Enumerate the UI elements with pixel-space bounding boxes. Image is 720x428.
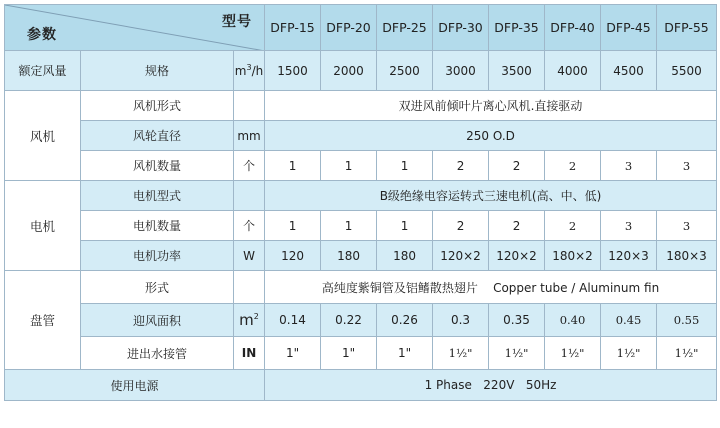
coil-pipe-value: 1½" [657, 337, 717, 370]
coil-area-unit: $m^2$ [234, 304, 265, 337]
airflow-value: 4500 [601, 51, 657, 91]
motor-count-value: 3 [601, 211, 657, 241]
airflow-value: 3500 [489, 51, 545, 91]
motor-power-value: 120 [265, 241, 321, 271]
airflow-label: 规格 [81, 51, 234, 91]
fan-count-value: 2 [545, 151, 601, 181]
airflow-value: 2500 [377, 51, 433, 91]
fan-type-row [5, 91, 717, 121]
fan-count-value: 1 [321, 151, 377, 181]
fan-type-unit [234, 91, 265, 121]
motor-power-value: 120×2 [489, 241, 545, 271]
header-param-label: 参数 [27, 27, 57, 43]
coil-form-unit [234, 271, 265, 304]
airflow-value: 3000 [433, 51, 489, 91]
motor-count-value: 1 [377, 211, 433, 241]
fan-count-label: 风机数量 [81, 151, 234, 181]
fan-section-label: 风机 [5, 91, 81, 181]
coil-area-value: 0.3 [433, 304, 489, 337]
header-diagonal-cell [5, 5, 265, 51]
model-header: DFP-55 [657, 5, 717, 51]
airflow-value: 5500 [657, 51, 717, 91]
coil-section-label: 盘管 [5, 271, 81, 370]
coil-pipe-value: 1½" [489, 337, 545, 370]
power-label: 使用电源 [5, 370, 265, 401]
motor-power-value: 120×3 [601, 241, 657, 271]
coil-pipe-row [5, 337, 717, 370]
airflow-row [5, 51, 717, 91]
coil-area-value: 0.35 [489, 304, 545, 337]
motor-count-value: 2 [433, 211, 489, 241]
motor-power-label: 电机功率 [81, 241, 234, 271]
coil-pipe-label: 进出水接管 [81, 337, 234, 370]
fan-type-value: 双进风前倾叶片离心风机.直接驱动 [265, 91, 717, 121]
fan-count-value: 1 [377, 151, 433, 181]
airflow-value: 4000 [545, 51, 601, 91]
motor-count-value: 3 [657, 211, 717, 241]
fan-count-value: 2 [433, 151, 489, 181]
fan-diameter-row [5, 121, 717, 151]
coil-area-value: 0.22 [321, 304, 377, 337]
coil-form-label: 形式 [81, 271, 234, 304]
coil-area-value: 0.45 [601, 304, 657, 337]
fan-count-value: 2 [489, 151, 545, 181]
fan-diameter-unit: mm [234, 121, 265, 151]
coil-pipe-value: 1" [377, 337, 433, 370]
motor-count-row [5, 211, 717, 241]
motor-type-value: B级绝缘电容运转式三速电机(高、中、低) [265, 181, 717, 211]
fan-count-value: 3 [657, 151, 717, 181]
motor-type-row [5, 181, 717, 211]
fan-count-value: 1 [265, 151, 321, 181]
airflow-unit: $m^3/h$ [234, 51, 265, 91]
motor-type-label: 电机型式 [81, 181, 234, 211]
model-header: DFP-45 [601, 5, 657, 51]
coil-area-value: 0.26 [377, 304, 433, 337]
motor-power-value: 180 [321, 241, 377, 271]
power-row [5, 370, 717, 401]
coil-pipe-value: 1" [321, 337, 377, 370]
fan-type-label: 风机形式 [81, 91, 234, 121]
motor-power-value: 180 [377, 241, 433, 271]
model-header: DFP-20 [321, 5, 377, 51]
fan-count-unit: 个 [234, 151, 265, 181]
airflow-value: 1500 [265, 51, 321, 91]
coil-area-value: 0.40 [545, 304, 601, 337]
fan-diameter-value: 250 O.D [265, 121, 717, 151]
motor-power-value: 120×2 [433, 241, 489, 271]
motor-count-value: 1 [265, 211, 321, 241]
spec-table [4, 4, 717, 401]
fan-diameter-label: 风轮直径 [81, 121, 234, 151]
spec-table-wrapper [4, 4, 716, 420]
motor-power-value: 180×2 [545, 241, 601, 271]
power-value: 1 Phase 220V 50Hz [265, 370, 717, 401]
coil-pipe-value: 1½" [601, 337, 657, 370]
coil-pipe-value: 1" [265, 337, 321, 370]
motor-count-value: 1 [321, 211, 377, 241]
header-model-label: 型号 [222, 14, 253, 30]
coil-pipe-value: 1½" [433, 337, 489, 370]
coil-form-value: 高纯度紫铜管及铝鳍散热翅片 Copper tube / Aluminum fin [265, 271, 717, 304]
motor-power-unit: W [234, 241, 265, 271]
model-header: DFP-35 [489, 5, 545, 51]
coil-area-value: 0.14 [265, 304, 321, 337]
airflow-section-label: 额定风量 [5, 51, 81, 91]
motor-section-label: 电机 [5, 181, 81, 271]
airflow-value: 2000 [321, 51, 377, 91]
model-header: DFP-40 [545, 5, 601, 51]
model-header: DFP-25 [377, 5, 433, 51]
fan-count-value: 3 [601, 151, 657, 181]
model-header: DFP-15 [265, 5, 321, 51]
motor-count-label: 电机数量 [81, 211, 234, 241]
motor-power-value: 180×3 [657, 241, 717, 271]
coil-area-value: 0.55 [657, 304, 717, 337]
fan-count-row [5, 151, 717, 181]
coil-area-label: 迎风面积 [81, 304, 234, 337]
coil-area-row [5, 304, 717, 337]
motor-count-value: 2 [489, 211, 545, 241]
header-row [5, 5, 717, 51]
motor-count-value: 2 [545, 211, 601, 241]
coil-form-row [5, 271, 717, 304]
model-header: DFP-30 [433, 5, 489, 51]
motor-type-unit [234, 181, 265, 211]
coil-pipe-unit: IN [234, 337, 265, 370]
coil-pipe-value: 1½" [545, 337, 601, 370]
motor-count-unit: 个 [234, 211, 265, 241]
motor-power-row [5, 241, 717, 271]
